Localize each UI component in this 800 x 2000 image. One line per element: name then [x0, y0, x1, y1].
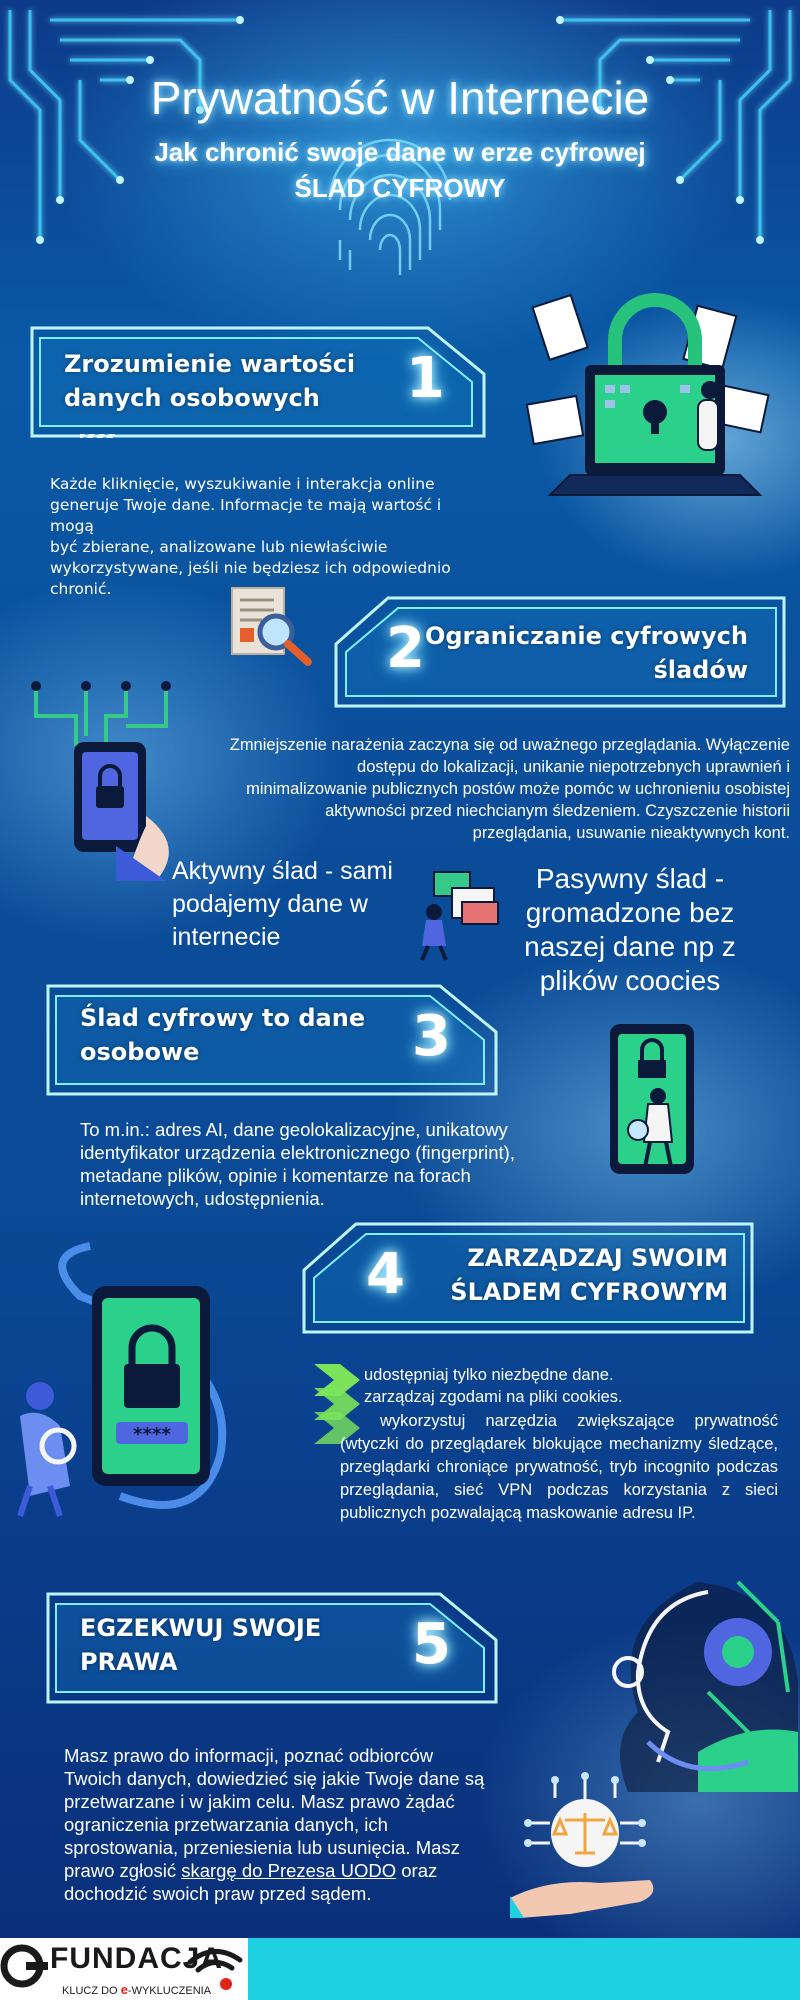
- passive-footprint-line: gromadzone bez: [525, 897, 735, 928]
- section-5-number: 5: [412, 1612, 451, 1677]
- document-search-icon: [228, 584, 318, 668]
- logo-tagline-text: -WYKLUCZENIA: [127, 1985, 212, 1997]
- section-5-body-line: dochodzić swoich praw przed sądem.: [64, 1883, 372, 1904]
- section-1-body-line: generuje Twoje dane. Informacje te mają wartość i mogą: [50, 496, 442, 535]
- section-3-title-line1: Ślad cyfrowy to dane: [80, 1004, 366, 1032]
- dash-decoration-icon: [80, 432, 140, 442]
- logo-tagline: [62, 1982, 211, 1997]
- section-1-body-line: chronić.: [50, 580, 112, 598]
- fundacja-logo: [0, 1938, 248, 2000]
- section-1-title-line2: danych osobowych: [64, 384, 320, 412]
- pin-code-text: ****: [133, 1424, 171, 1445]
- passive-footprint-line: naszej dane np z: [524, 931, 736, 962]
- page-subtitle: Jak chronić swoje dane w erze cyfrowej: [154, 137, 646, 167]
- section-5-title-line1: EGZEKWUJ SWOJE: [80, 1614, 322, 1642]
- section-2-body-line: minimalizowanie publicznych postów może pomóc w uchronieniu osobistej: [246, 780, 790, 798]
- section-2-body-line: aktywności przed niechcianym śledzeniem. Czyszczenie historii: [325, 802, 790, 820]
- active-footprint-line: podajemy dane w: [172, 890, 368, 918]
- logo-tagline-e: e: [120, 1982, 128, 1997]
- person-documents-icon: [412, 868, 502, 962]
- passive-footprint-text: [490, 862, 770, 998]
- section-3-body-line: metadane plików, opinie i komentarze na forach: [80, 1165, 471, 1186]
- phone-pin-lock-icon: [0, 1236, 250, 1526]
- section-2-body-line: przeglądania, usuwanie nieaktywnych kont.: [472, 824, 790, 842]
- uodo-complaint-link[interactable]: skargę do Prezesa UODO: [181, 1860, 397, 1881]
- active-footprint-text: [172, 855, 432, 954]
- section-4-panel: [300, 1220, 756, 1336]
- section-4-bullet: udostępniaj tylko niezbędne dane.: [364, 1366, 614, 1384]
- section-3-title-line2: osobowe: [80, 1038, 200, 1066]
- section-4-number: 4: [366, 1242, 405, 1307]
- ai-head-icon: [588, 1562, 800, 1792]
- section-1-body-line: być zbierane, analizowane lub niewłaściwie: [50, 538, 388, 556]
- section-3-number: 3: [412, 1004, 451, 1069]
- section-2-number: 2: [386, 616, 425, 681]
- section-3-panel: [44, 982, 500, 1098]
- phone-circuit-icon: [16, 676, 196, 886]
- section-5-body-line: ograniczenia przetwarzania danych, ich: [64, 1814, 388, 1835]
- section-5-body: [64, 1744, 534, 1905]
- section-4-bullet: zarządzaj zgodami na pliki cookies.: [364, 1388, 623, 1406]
- phone-person-lock-icon: [600, 1020, 710, 1180]
- section-5-body-line: przetwarzane i w jakim celu. Masz prawo żądać: [64, 1791, 455, 1812]
- section-3-body-line: identyfikator urządzenia elektronicznego (fingerprint),: [80, 1142, 515, 1163]
- logo-tagline-text: KLUCZ DO: [62, 1985, 121, 1997]
- section-2-body: [198, 734, 790, 844]
- section-5-panel: [44, 1590, 500, 1706]
- section-1-body-line: Każde kliknięcie, wyszukiwanie i interakcja online: [50, 475, 435, 493]
- section-1-body-line: wykorzystywane, jeśli nie będziesz ich odpowiednio: [50, 559, 451, 577]
- section-2-title-line1: Ograniczanie cyfrowych: [424, 622, 748, 650]
- section-1-body: [50, 474, 470, 600]
- section-4-body: wykorzystuj narzędzia zwiększające prywatność (wtyczki do przeglądarek blokujące mechanizmy śledzące, przeglądarki chroniące prywatność, tryb incognito podczas przeglądania, sieć VPN podczas korzystania z sieci publicznych pozwalającą maskowanie adresu IP.: [340, 1412, 778, 1522]
- passive-footprint-line: plików coocies: [539, 965, 721, 996]
- section-2-title-line2: śladów: [653, 656, 748, 684]
- section-5-body-line: Masz prawo do informacji, poznać odbiorców: [64, 1745, 434, 1766]
- section-4-title-line1: ZARZĄDZAJ SWOIM: [467, 1244, 728, 1272]
- logo-text: FUNDACJA: [50, 1942, 223, 1975]
- active-footprint-line: internecie: [172, 923, 281, 951]
- section-1-panel: [28, 324, 488, 440]
- section-2-body-line: Zmniejszenie narażenia zaczyna się od uważnego przeglądania. Wyłączenie: [229, 736, 790, 754]
- passive-footprint-line: Pasywny ślad -: [535, 863, 725, 894]
- section-2-body-line: dostępu do lokalizacji, unikanie niepotrzebnych uprawnień i: [357, 758, 790, 776]
- section-2-panel: [332, 594, 788, 710]
- page-subtitle-digital-footprint: ŚLAD CYFROWY: [294, 173, 506, 203]
- section-3-body-line: internetowych, udostępnienia.: [80, 1188, 325, 1209]
- section-5-body-line: [64, 1859, 534, 1882]
- section-3-body: [80, 1118, 540, 1210]
- section-3-body-line: To m.in.: adres AI, dane geolokalizacyjne, unikatowy: [80, 1119, 508, 1140]
- section-5-body-line: sprostowania, przeniesienia lub usunięcia. Masz: [64, 1837, 460, 1858]
- laptop-padlock-icon: [520, 290, 780, 505]
- section-1-title-line1: Zrozumienie wartości: [64, 350, 356, 378]
- active-footprint-line: Aktywny ślad - sami: [172, 857, 393, 885]
- section-4-title-line2: ŚLADEM CYFROWYM: [450, 1278, 728, 1306]
- section-5-text: oraz: [396, 1860, 438, 1881]
- section-5-body-line: Twoich danych, dowiedzieć się jakie Twoje dane są: [64, 1768, 485, 1789]
- section-5-text: prawo zgłosić: [64, 1860, 182, 1881]
- page-title: Prywatność w Internecie: [150, 72, 650, 124]
- section-5-title-line2: PRAWA: [80, 1648, 178, 1676]
- section-1-number: 1: [406, 346, 445, 411]
